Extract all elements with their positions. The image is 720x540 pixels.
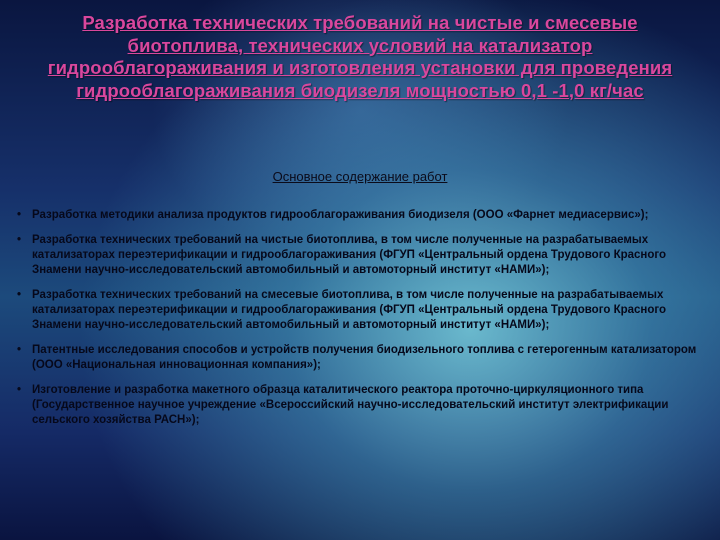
list-item bbox=[17, 233, 697, 278]
bullet-icon: • bbox=[17, 344, 22, 356]
list-item bbox=[17, 383, 697, 428]
bullet-icon: • bbox=[17, 384, 22, 396]
list-item-text: Разработка технических требований на смесевые биотоплива, в том числе полученные на разрабатываемых катализаторах переэтерификации и гидрооблагораживания (ФГУП «Центральный ордена Трудового Красного Знамени научно-исследовательский автомобильный и автомоторный институт «НАМИ»); bbox=[32, 289, 667, 331]
bullet-icon: • bbox=[17, 289, 22, 301]
list-item-text: Патентные исследования способов и устройств получения биодизельного топлива с гетерогенным катализатором (ООО «Национальная инновационная компания»); bbox=[32, 344, 697, 371]
list-item bbox=[17, 288, 697, 333]
work-content-list bbox=[17, 208, 697, 438]
list-item-text: Разработка технических требований на чистые биотоплива, в том числе полученные на разрабатываемых катализаторах переэтерификации и гидрооблагораживания (ФГУП «Центральный ордена Трудового Красного Знамени научно-исследовательский автомобильный и автомоторный институт «НАМИ»); bbox=[32, 234, 667, 276]
list-item bbox=[17, 343, 697, 373]
bullet-icon: • bbox=[17, 234, 22, 246]
list-item-text: Изготовление и разработка макетного образца каталитического реактора проточно-циркуляционного типа (Государственное научное учреждение «Всероссийский научно-исследовательский институт электрификации сельского хозяйства РАСН»); bbox=[32, 384, 669, 426]
bullet-icon: • bbox=[17, 209, 22, 221]
list-item bbox=[17, 208, 697, 223]
slide-title: Разработка технических требований на чистые и смесевые биотоплива, технических условий на катализатор гидрооблагораживания и изготовления установки для проведения гидрооблагораживания биодизеля мощностью 0,1 -1,0 кг/час bbox=[47, 12, 673, 101]
section-subtitle: Основное содержание работ bbox=[272, 169, 448, 184]
list-item-text: Разработка методики анализа продуктов гидрооблагораживания биодизеля (ООО «Фарнет медиасервис»); bbox=[32, 209, 649, 221]
